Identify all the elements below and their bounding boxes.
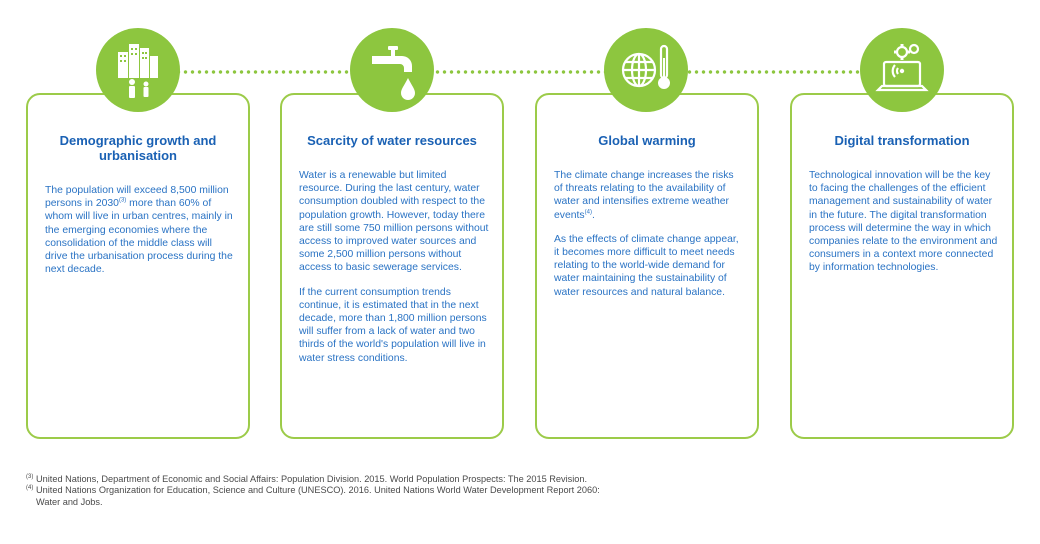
- card-paragraph: Technological innovation will be the key to facing the challenges of the efficient management and sustainability of water in the future. The digital transformation process will determine the way in which companies relate to the environment and consumers in a context more connected by information technologies.: [809, 170, 998, 274]
- card-paragraph: The climate change increases the risks of threats relating to the availability of water and intensifies extreme weather events$^{(4)}$.: [554, 170, 734, 221]
- card-paragraph: As the effects of climate change appear, it becomes more difficult to meet needs relating to the world-wide demand for water maintaining the sustainability of water resources and natural balance.: [554, 233, 739, 298]
- card-title: Digital transformation: [834, 133, 970, 148]
- footnotes: [26, 474, 626, 508]
- card-body: [299, 169, 489, 376]
- card-paragraph: Water is a renewable but limited resource. During the last century, water consumption doubled with respect to the population growth. However, today there are still some 750 million persons without access to improved water sources and some 2,500 million persons without access to basic sewerage services.: [299, 170, 489, 274]
- footnote: (3) United Nations, Department of Economic and Social Affairs: Population Division. 2015. World Population Prospects: The 2015 Revision.: [26, 474, 588, 484]
- water-tap-icon: [350, 28, 434, 112]
- card-paragraph: The population will exceed 8,500 million persons in 2030$^{(3)}$ more than 60% of whom will live in urban centres, mainly in the emerging economies where the consolidation of the middle class will drive the urbanisation process during the next decade.: [45, 185, 233, 276]
- globe-thermometer-icon: [604, 28, 688, 112]
- card-paragraph: If the current consumption trends continue, it is estimated that in the next decade, more than 1,800 million persons will suffer from a lack of water and two thirds of the world's population will live in water stress conditions.: [299, 286, 487, 364]
- card-digital-transformation: [790, 93, 1014, 439]
- dotted-connector: [140, 70, 910, 74]
- card-body: [554, 169, 744, 310]
- card-water-scarcity: [280, 93, 504, 439]
- card-body: [809, 169, 999, 286]
- card-body: [45, 184, 235, 287]
- card-demographic-growth: [26, 93, 250, 439]
- card-title: Scarcity of water resources: [307, 133, 477, 148]
- card-title: Global warming: [598, 133, 696, 148]
- footnote-ref: (3): [118, 197, 127, 204]
- city-population-icon: [96, 28, 180, 112]
- card-global-warming: [535, 93, 759, 439]
- footnote-ref: (4): [584, 209, 592, 216]
- card-title: Demographic growth and urbanisation: [59, 133, 217, 163]
- footnote: (4) United Nations Organization for Education, Science and Culture (UNESCO). 2016. United Nations World Water Development Report 2060: Water and Jobs.: [26, 485, 600, 507]
- laptop-gears-icon: [860, 28, 944, 112]
